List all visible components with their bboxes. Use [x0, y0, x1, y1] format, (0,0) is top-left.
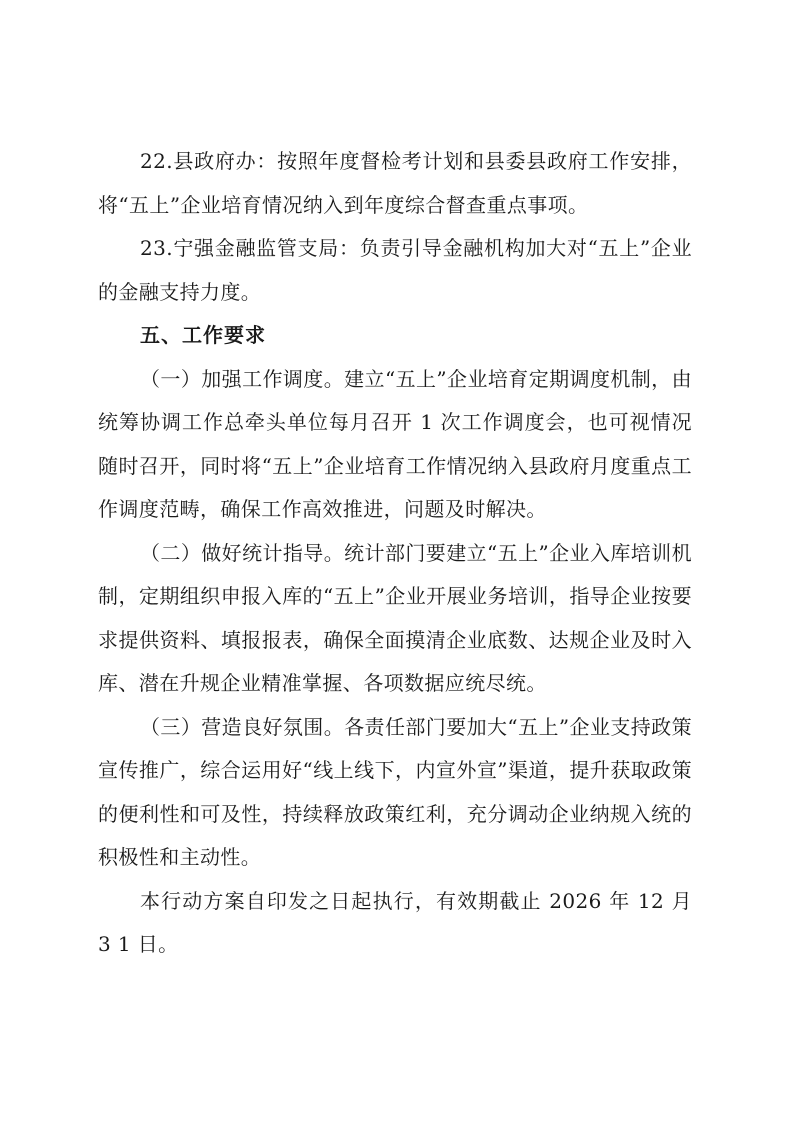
- requirement-good-atmosphere: （三）营造良好氛围。各责任部门要加大“五上”企业支持政策宣传推广，综合运用好“线上线下，内宣外宣”渠道，提升获取政策的便利性和可及性，持续释放政策红利，充分调动企业纳规入统的积极性和主动性。: [98, 714, 692, 869]
- paragraph-item-22: 22.县政府办：按照年度督检考计划和县委县政府工作安排，将“五上”企业培育情况纳入到年度综合督查重点事项。: [98, 149, 692, 217]
- paragraph-item-23: 23.宁强金融监管支局：负责引导金融机构加大对“五上”企业的金融支持力度。: [98, 236, 692, 304]
- section-heading-work-requirements: 五、工作要求: [140, 323, 266, 347]
- requirement-strengthen-scheduling: （一）加强工作调度。建立“五上”企业培育定期调度机制，由统筹协调工作总牵头单位每月召开 1 次工作调度会，也可视情况随时召开，同时将“五上”企业培育工作情况纳入县政府月度重点工作调度范畴，确保工作高效推进，问题及时解决。: [98, 366, 692, 521]
- closing-statement: 本行动方案自印发之日起执行，有效期截止 2026 年 12 月 3 1 日。: [98, 888, 692, 956]
- requirement-statistics-guidance: （二）做好统计指导。统计部门要建立“五上”企业入库培训机制，定期组织申报入库的“五上”企业开展业务培训，指导企业按要求提供资料、填报报表，确保全面摸清企业底数、达规企业及时入库、潜在升规企业精准掌握、各项数据应统尽统。: [98, 540, 692, 695]
- document-body: [98, 140, 692, 967]
